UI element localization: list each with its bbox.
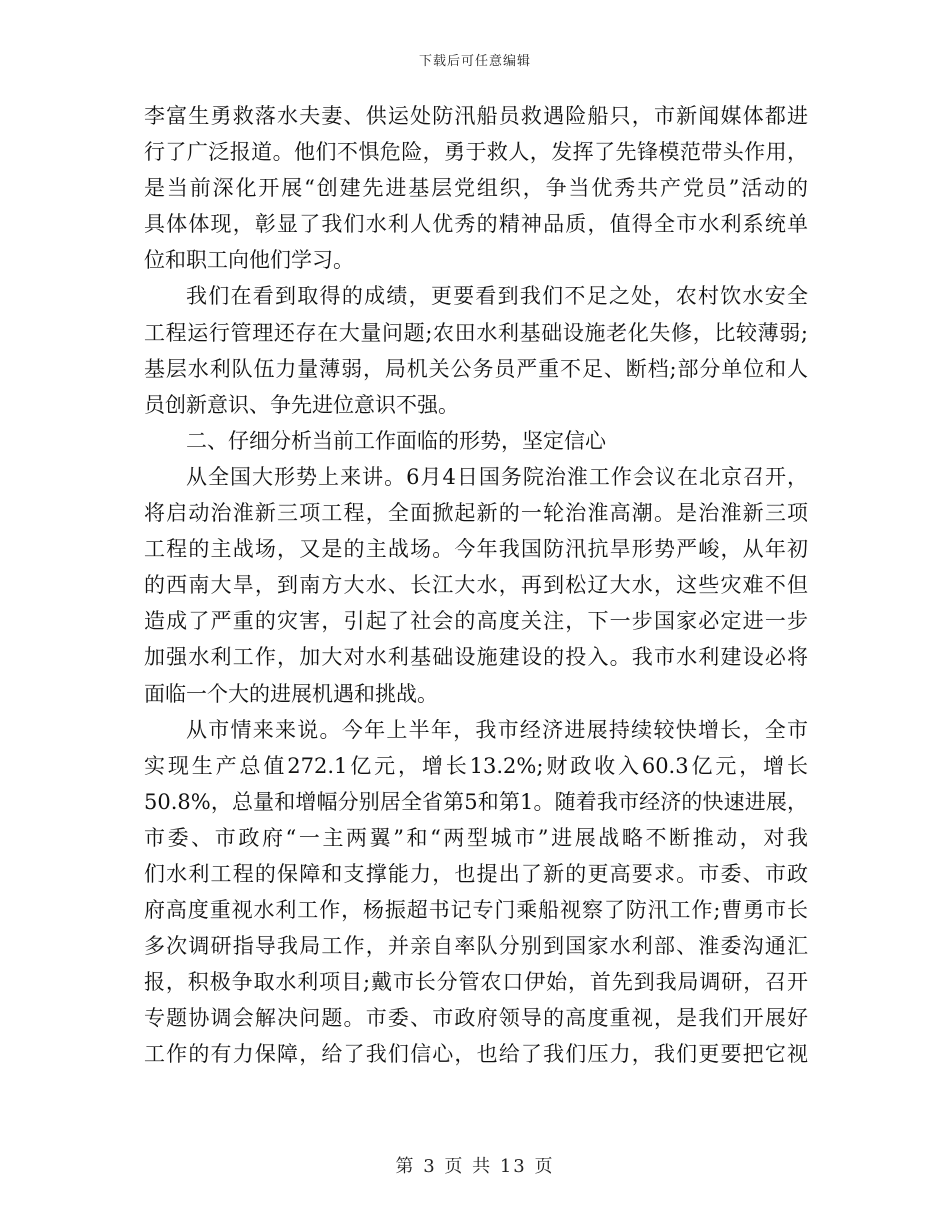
text-line: 的西南大旱，到南方大水、长江大水，再到松辽大水，这些灾难不但 (144, 573, 808, 598)
text-line: 员创新意识、争先进位意识不强。 (144, 392, 459, 417)
text-line: 加强水利工作，加大对水利基础设施建设的投入。我市水利建设必将 (144, 645, 808, 670)
text-line: 府高度重视水利工作，杨振超书记专门乘船视察了防汛工作;曹勇市长 (144, 898, 808, 923)
text-line: 50.8%，总量和增幅分别居全省第5和第1。随着我市经济的快速进展， (144, 789, 808, 814)
text-line: 面临一个大的进展机遇和挑战。 (144, 681, 438, 706)
text-line: 将启动治淮新三项工程，全面掀起新的一轮治淮高潮。是治淮新三项 (144, 501, 808, 526)
text-line: 具体体现，彰显了我们水利人优秀的精神品质，值得全市水利系统单 (144, 212, 808, 237)
text-line: 二、仔细分析当前工作面临的形势，坚定信心 (186, 428, 606, 453)
document-body (144, 98, 808, 1073)
text-line: 基层水利队伍力量薄弱，局机关公务员严重不足、断档;部分单位和人 (144, 356, 808, 381)
text-line: 多次调研指导我局工作，并亲自率队分别到国家水利部、淮委沟通汇 (144, 934, 808, 959)
page-header: 下载后可任意编辑 (418, 54, 531, 69)
text-line: 从全国大形势上来讲。6月4日国务院治淮工作会议在北京召开， (186, 464, 808, 489)
text-line: 实现生产总值272.1亿元，增长13.2%;财政收入60.3亿元，增长 (144, 753, 808, 778)
text-line: 工作的有力保障，给了我们信心，也给了我们压力，我们更要把它视 (144, 1042, 808, 1067)
text-line: 报，积极争取水利项目;戴市长分管农口伊始，首先到我局调研，召开 (144, 970, 808, 995)
text-line: 工程的主战场，又是的主战场。今年我国防汛抗旱形势严峻，从年初 (144, 537, 808, 562)
text-line: 从市情来来说。今年上半年，我市经济进展持续较快增长，全市 (186, 717, 808, 742)
text-line: 位和职工向他们学习。 (144, 248, 354, 273)
text-line: 造成了严重的灾害，引起了社会的高度关注，下一步国家必定进一步 (144, 609, 808, 634)
text-line: 行了广泛报道。他们不惧危险，勇于救人，发挥了先锋模范带头作用， (144, 140, 808, 165)
text-line: 市委、市政府“一主两翼”和“两型城市”进展战略不断推动，对我 (144, 825, 808, 850)
text-line: 我们在看到取得的成绩，更要看到我们不足之处，农村饮水安全 (186, 284, 808, 309)
page-footer: 第 3 页 共 13 页 (395, 1156, 555, 1177)
text-line: 专题协调会解决问题。市委、市政府领导的高度重视，是我们开展好 (144, 1006, 808, 1031)
text-line: 工程运行管理还存在大量问题;农田水利基础设施老化失修，比较薄弱; (144, 320, 808, 345)
text-line: 李富生勇救落水夫妻、供运处防汛船员救遇险船只，市新闻媒体都进 (144, 104, 808, 128)
text-line: 们水利工程的保障和支撑能力，也提出了新的更高要求。市委、市政 (144, 861, 808, 886)
text-line: 是当前深化开展“创建先进基层党组织，争当优秀共产党员”活动的 (144, 176, 808, 201)
